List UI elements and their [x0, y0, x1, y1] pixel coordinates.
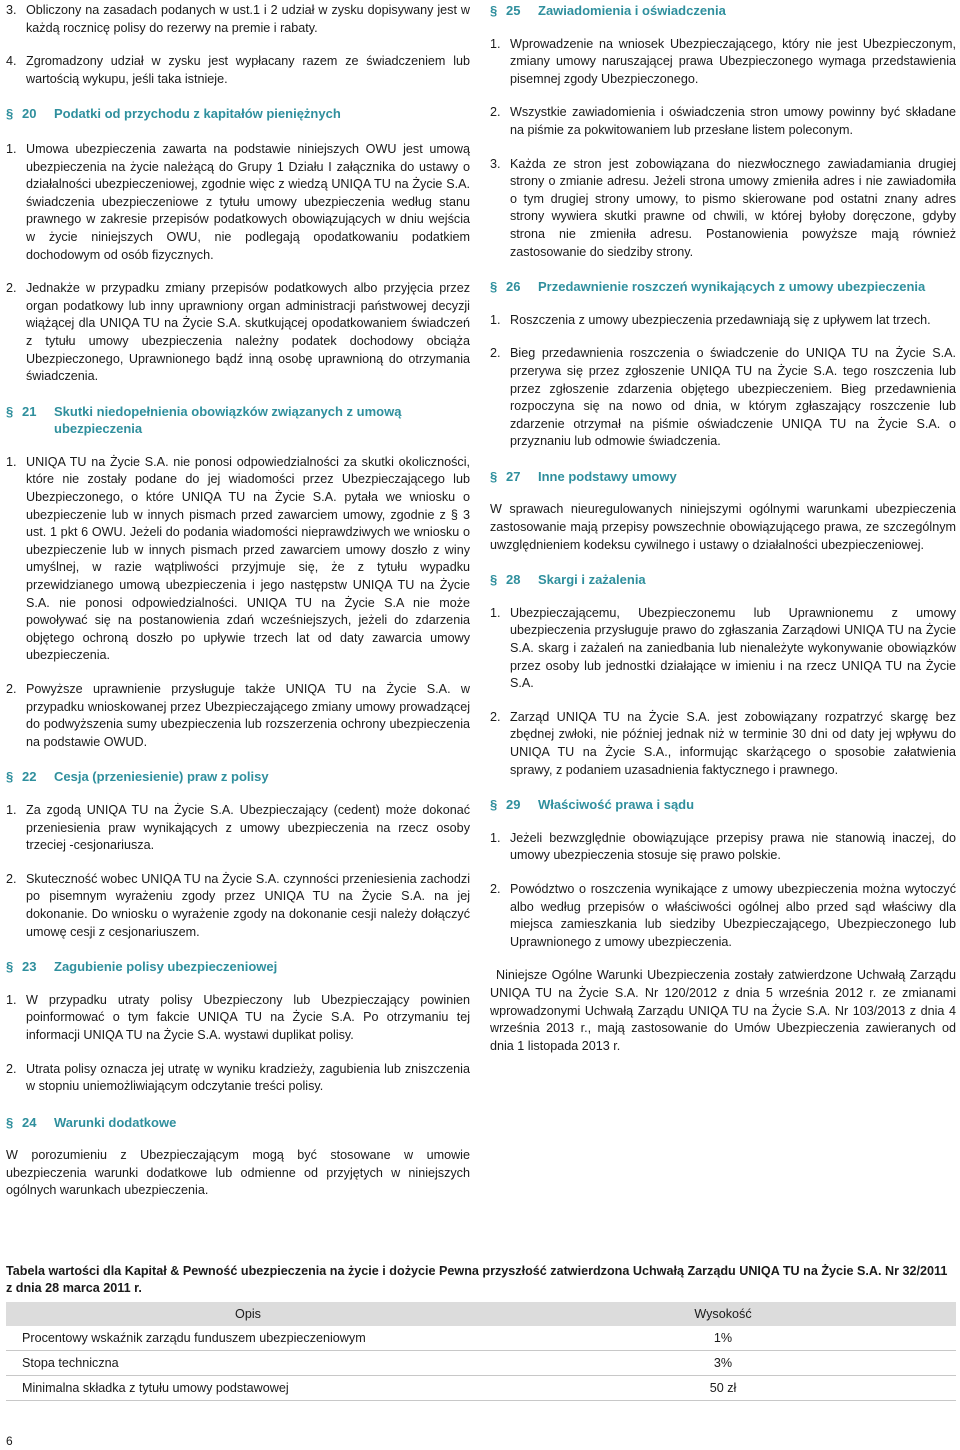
- section-29-heading: [490, 796, 956, 814]
- item-number: 2.: [490, 105, 501, 120]
- item-number: 1.: [490, 312, 501, 327]
- section-title: Zagubienie polisy ubezpieczeniowej: [54, 959, 278, 975]
- left-column: [6, 0, 470, 1200]
- item-text: Umowa ubezpieczenia zawarta na podstawie niniejszych OWU jest umową ubezpieczenia na życie należącą do Grupy 1 Działu I załącznika do ustawy o działalności ubezpieczeniowej, zgodnie więc z wiedzą UNIQA TU na Życie S.A. świadczenia ubezpieczeniowe z tytułu umowy ubezpieczenia według stanu prawnego w zakresie przepisów podatkowych obowiązujących w dniu wejścia w życie niniejszych OWU, nie podlegają opodatkowaniu podatkiem dochodowym od osób fizycznych.: [26, 141, 470, 262]
- section-number: 28: [506, 572, 521, 588]
- item-text: Zarząd UNIQA TU na Życie S.A. jest zobowiązany rozpatrzyć skargę bez zbędnej zwłoki, nie później jednak niż w terminie 30 dni od daty jej wpływu do UNIQA TU na Życie S.A., informując skarżącego o sposobie załatwienia sprawy, z podaniem uzasadnienia faktycznego i prawnego.: [510, 709, 956, 777]
- paragraph-28-2: [490, 709, 956, 779]
- section-number: 26: [506, 279, 521, 295]
- section-title: Właściwość prawa i sądu: [538, 797, 695, 813]
- section-symbol: §: [490, 797, 498, 813]
- item-number: 1.: [6, 802, 17, 817]
- item-text: Wprowadzenie na wniosek Ubezpieczającego, który nie jest Ubezpieczonym, zmiany umowy naruszającej prawa Ubezpieczonego wymaga przedstawienia pisemnej zgody Ubezpieczonego.: [510, 36, 956, 86]
- table-caption: Tabela wartości dla Kapitał & Pewność ubezpieczenia na życie i dożycie Pewna przyszłość zatwierdzona Uchwałą Zarządu UNIQA TU na Życie S.A. Nr 32/2011 z dnia 28 marca 2011 r.: [6, 1264, 948, 1295]
- section-title: Cesja (przeniesienie) praw z polisy: [54, 769, 269, 785]
- item-text: Każda ze stron jest zobowiązana do niezwłocznego zawiadamiania drugiej strony o zmianie adresu. Jeżeli strona umowy zmieniła adres i nie zawiadomiła o tym drugiej strony umowy, to pismo skierowane pod ostatni znany adres strony wywiera skutki prawne od chwili, w której byłoby doręczone, gdyby strona nie zmieniła adresu. Postanowienia powyższe mają również zastosowanie do siedziby strony.: [510, 156, 956, 259]
- section-title: Skargi i zażalenia: [538, 572, 646, 588]
- table-row: [6, 1351, 956, 1376]
- paragraph-27: W sprawach nieuregulowanych niniejszymi ogólnymi warunkami ubezpieczenia zastosowanie mają przepisy powszechnie obowiązującego prawa, ze szczególnym uwzględnieniem kodeksu cywilnego i ustawy o działalności ubezpieczeniowej.: [490, 502, 956, 552]
- item-number: 2.: [490, 881, 501, 896]
- section-title: Zawiadomienia i oświadczenia: [538, 3, 726, 18]
- item-number: 1.: [6, 141, 17, 156]
- right-column: [490, 0, 956, 1055]
- item-text: Bieg przedawnienia roszczenia o świadczenie do UNIQA TU na Życie S.A. przerywa się przez zgłoszenie UNIQA TU na Życie S.A. tego roszczenia lub przez zgłoszenie zdarzenia objętego ubezpieczeniem. Bieg przedawnienia rozpoczyna się na nowo od dnia, w którym zgłaszający roszczenie lub zdarzenie otrzymał na piśmie oświadczenie UNIQA TU na Życie S.A. o przyznaniu lub odmowie świadczenia.: [510, 346, 956, 449]
- table-row: [6, 1376, 956, 1401]
- section-symbol: §: [6, 1114, 14, 1130]
- section-25-heading: [490, 2, 956, 20]
- paragraph-19-3: [6, 2, 470, 37]
- item-text: Roszczenia z umowy ubezpieczenia przedawniają się z upływem lat trzech.: [510, 312, 931, 327]
- row-value: 3%: [490, 1351, 956, 1376]
- item-number: 1.: [490, 830, 501, 845]
- closing-statement: Niniejsze Ogólne Warunki Ubezpieczenia zostały zatwierdzone Uchwałą Zarządu UNIQA TU na Życie S.A. Nr 120/2012 z dnia 5 września 2012 r. ze zmianami wprowadzonymi Uchwałą Zarządu UNIQA TU na Życie S.A. Nr 103/2013 z dnia 4 września 2013 r., mają zastosowanie do Umów Ubezpieczenia zawieranych od dnia 1 listopada 2013 r.: [490, 968, 956, 1053]
- paragraph-19-4: [6, 53, 470, 88]
- paragraph-22-2: [6, 871, 470, 941]
- paragraph-25-2: [490, 104, 956, 139]
- item-number: 2.: [6, 281, 17, 296]
- section-title: Warunki dodatkowe: [54, 1114, 177, 1130]
- section-27-heading: [490, 468, 956, 486]
- section-symbol: §: [6, 769, 14, 785]
- section-symbol: §: [490, 279, 498, 295]
- column-header-opis: Opis: [6, 1302, 490, 1326]
- item-text: Ubezpieczającemu, Ubezpieczonemu lub Uprawnionemu z umowy ubezpieczenia przysługuje prawo do zgłaszania Zarządowi UNIQA TU na Życie S.A. skarg i zażaleń na zaniedbania lub nienależyte wykonywanie obowiązków przez osoby lub jednostki działające w imieniu i na rzecz UNIQA TU na Życie S.A.: [510, 605, 956, 691]
- item-text: Jednakże w przypadku zmiany przepisów podatkowych albo przyjęcia przez organ podatkowy lub inny uprawniony organ administracji państwowej decyzji wiążącej dla UNIQA TU na Życie S.A. skutkującej opodatkowaniem świadczeń z tytułu umowy ubezpieczenia należny podatek dochodowy obciąża Ubezpieczonego, Uprawnionego bądź inną osobę uprawnioną do otrzymania świadczenia.: [26, 281, 470, 384]
- paragraph-20-2: [6, 280, 470, 386]
- column-header-wysokosc: Wysokość: [490, 1302, 956, 1326]
- paragraph-29-2: [490, 881, 956, 951]
- item-text: W przypadku utraty polisy Ubezpieczony lub Ubezpieczający powinien poinformować o tym fakcie UNIQA TU na Życie S.A. Po otrzymaniu tej informacji UNIQA TU na Życie S.A. wystawi duplikat polisy.: [26, 992, 470, 1042]
- item-text: Obliczony na zasadach podanych w ust.1 i 2 udział w zysku dopisywany jest w każdą rocznicę polisy do rezerwy na premie i rabaty.: [26, 3, 470, 35]
- section-26-heading: [490, 278, 956, 296]
- section-number: 25: [506, 3, 521, 18]
- section-title: Inne podstawy umowy: [538, 468, 677, 484]
- section-number: 20: [22, 106, 37, 122]
- paragraph-23-1: [6, 992, 470, 1045]
- item-number: 1.: [6, 992, 17, 1007]
- table-row: [6, 1326, 956, 1351]
- item-number: 1.: [6, 454, 17, 469]
- row-description: Procentowy wskaźnik zarządu funduszem ubezpieczeniowym: [6, 1326, 490, 1351]
- item-text: Skuteczność wobec UNIQA TU na Życie S.A. czynności przeniesienia zachodzi po pisemnym wyrażeniu zgody przez UNIQA TU na Życie S.A. na jej dokonanie. Do wniosku o wyrażenie zgody na dokonanie cesji należy dołączyć umowę cesji z cesjonariuszem.: [26, 871, 470, 939]
- row-value: 50 zł: [490, 1376, 956, 1401]
- section-symbol: §: [490, 3, 498, 18]
- item-number: 2.: [490, 709, 501, 724]
- row-value: 1%: [490, 1326, 956, 1351]
- page-number: 6: [6, 1434, 13, 1448]
- section-title: Przedawnienie roszczeń wynikających z umowy ubezpieczenia: [538, 279, 926, 295]
- section-title: Skutki niedopełnienia obowiązków związanych z umową ubezpieczenia: [54, 403, 402, 437]
- section-number: 22: [22, 769, 37, 785]
- section-21-heading: [6, 403, 470, 438]
- item-number: 3.: [490, 156, 501, 171]
- paragraph-26-1: [490, 312, 956, 330]
- paragraph-28-1: [490, 605, 956, 693]
- item-text: Za zgodą UNIQA TU na Życie S.A. Ubezpieczający (cedent) może dokonać przeniesienia praw wynikających z umowy ubezpieczenia na rzecz osoby trzeciej -cesjonariusza.: [26, 802, 470, 853]
- values-table: [6, 1302, 956, 1401]
- section-23-heading: [6, 958, 470, 976]
- paragraph-24: W porozumieniu z Ubezpieczającym mogą być stosowane w umowie ubezpieczenia warunki dodatkowe lub odmienne od przyjętych w niniejszych ogólnych warunkach ubezpieczenia.: [6, 1148, 470, 1198]
- section-symbol: §: [490, 468, 498, 484]
- item-number: 2.: [490, 346, 501, 361]
- paragraph-20-1: [6, 141, 470, 264]
- item-number: 1.: [490, 36, 501, 51]
- table-header-row: [6, 1302, 956, 1326]
- paragraph-21-1: [6, 454, 470, 665]
- section-number: 23: [22, 959, 37, 975]
- paragraph-25-3: [490, 156, 956, 262]
- item-number: 2.: [6, 871, 17, 886]
- paragraph-26-2: [490, 345, 956, 451]
- section-title: Podatki od przychodu z kapitałów pieniężnych: [54, 106, 341, 122]
- item-text: Zgromadzony udział w zysku jest wypłacany razem ze świadczeniem lub wartością wykupu, jeśli taka istnieje.: [26, 54, 470, 86]
- section-number: 24: [22, 1114, 37, 1130]
- paragraph-25-1: [490, 36, 956, 89]
- item-text: Wszystkie zawiadomienia i oświadczenia stron umowy powinny być składane na piśmie za pokwitowaniem lub przesłane listem poleconym.: [510, 105, 956, 137]
- paragraph-22-1: [6, 802, 470, 855]
- section-number: 21: [22, 403, 37, 419]
- section-24-heading: [6, 1114, 470, 1132]
- item-number: 2.: [6, 682, 17, 696]
- section-number: 29: [506, 797, 521, 813]
- section-28-heading: [490, 571, 956, 589]
- row-description: Minimalna składka z tytułu umowy podstawowej: [6, 1376, 490, 1401]
- item-number: 3.: [6, 3, 17, 17]
- section-symbol: §: [6, 403, 14, 419]
- section-symbol: §: [490, 572, 498, 588]
- paragraph-29-1: [490, 830, 956, 865]
- item-text: Powyższe uprawnienie przysługuje także UNIQA TU na Życie S.A. w przypadku wnioskowanej przez Ubezpieczającego zmiany umowy prowadzącej do podwyższenia sumy ubezpieczenia lub rozszerzenia ochrony ubezpieczenia na podstawie OWUD.: [26, 682, 470, 749]
- paragraph-21-2: [6, 681, 470, 751]
- row-description: Stopa techniczna: [6, 1351, 490, 1376]
- section-symbol: §: [6, 959, 14, 975]
- item-text: Utrata polisy oznacza jej utratę w wyniku kradzieży, zagubienia lub zniszczenia w stopniu uniemożliwiającym odczytanie treści polisy.: [26, 1061, 470, 1094]
- section-number: 27: [506, 468, 521, 484]
- item-number: 1.: [490, 605, 501, 620]
- item-text: Jeżeli bezwzględnie obowiązujące przepisy prawa nie stanowią inaczej, do umowy ubezpieczenia stosuje się prawo polskie.: [510, 830, 956, 863]
- item-number: 2.: [6, 1061, 17, 1076]
- section-20-heading: [6, 105, 470, 123]
- item-text: Powództwo o roszczenia wynikające z umowy ubezpieczenia można wytoczyć albo według przepisów o właściwości ogólnej albo przed sąd właściwy dla miejsca zamieszkania lub siedziby Ubezpieczającego, Ubezpieczonego lub Uprawnionego z umowy ubezpieczenia.: [510, 881, 956, 949]
- paragraph-23-2: [6, 1061, 470, 1096]
- item-number: 4.: [6, 54, 17, 69]
- item-text: UNIQA TU na Życie S.A. nie ponosi odpowiedzialności za skutki okoliczności, które nie zostały podane do jej wiadomości przez Ubezpieczającego lub Ubezpieczonego, o które UNIQA TU na Życie S.A. pytała we wniosku o ubezpieczenie lub w innych pismach przed zawarciem umowy, zgodnie z § 3 ust. 1 pkt 6 OWU. Jeżeli do podania wiadomości nieprawdziwych we wniosku o ubezpieczenie lub w innych pismach przed zawarciem umowy doszło z winy umyślnej, w razie wątpliwości przyjmuje się, że z tytułu wypadku przewidzianego umową ubezpieczenia i jego następstw UNIQA TU na Życie S.A. nie ponosi odpowiedzialności. UNIQA TU na Życie S.A nie może powoływać się na postanowienia zdań wcześniejszych, jeżeli do zdarzenia objętego ochroną doszło po upływie trzech lat od daty zawarcia umowy ubezpieczenia.: [26, 454, 470, 663]
- section-22-heading: [6, 768, 470, 786]
- section-symbol: §: [6, 106, 14, 122]
